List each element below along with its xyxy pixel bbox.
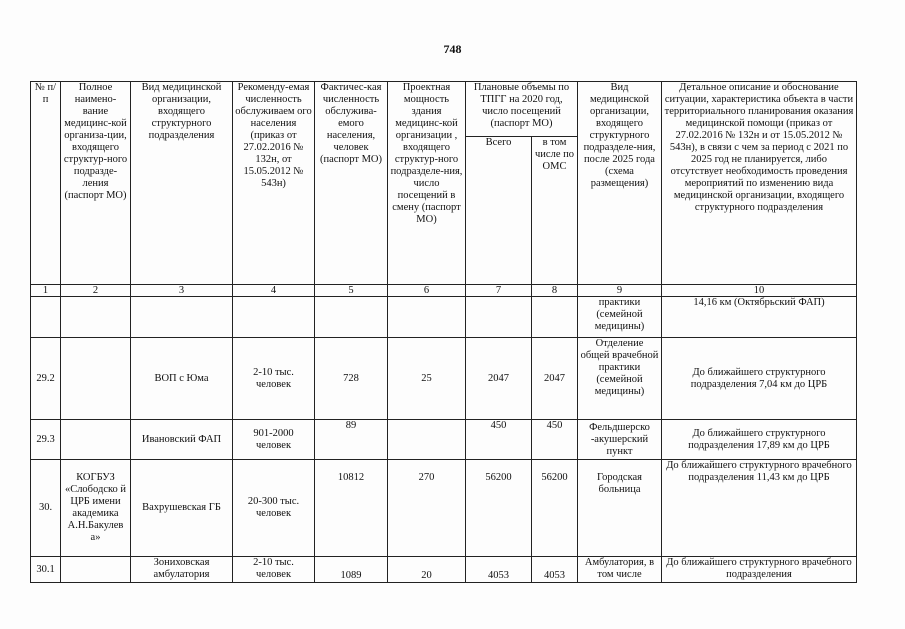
type-after-2025: Городская больница bbox=[578, 460, 662, 557]
header-type-after-2025: Вид медицинской организации, входящего структурного подразделе-ния, после 2025 года (схема размещения) bbox=[578, 82, 662, 285]
type-after-2025: Отделение общей врачебной практики (семейной медицины) bbox=[578, 338, 662, 420]
recommended-population: 2-10 тыс. человек bbox=[233, 338, 315, 420]
row-number: 30.1 bbox=[31, 557, 61, 583]
column-number: 10 bbox=[662, 285, 857, 297]
type-after-2025: практики (семейной медицины) bbox=[578, 297, 662, 338]
description: До ближайшего структурного подразделения 17,89 км до ЦРБ bbox=[662, 420, 857, 460]
actual-population bbox=[315, 297, 388, 338]
column-number: 4 bbox=[233, 285, 315, 297]
org-name bbox=[61, 420, 131, 460]
org-name bbox=[61, 338, 131, 420]
org-name: КОГБУЗ «Слободско й ЦРБ имени академика А.Н.Бакулев а» bbox=[61, 460, 131, 557]
visits-oms: 450 bbox=[532, 420, 578, 460]
description: До ближайшего структурного подразделения 7,04 км до ЦРБ bbox=[662, 338, 857, 420]
header-actual-population: Фактичес-кая численность обслужива-емого населения, человек (паспорт МО) bbox=[315, 82, 388, 285]
type-after-2025: Амбулатория, в том числе bbox=[578, 557, 662, 583]
visits-oms: 2047 bbox=[532, 338, 578, 420]
recommended-population: 20-300 тыс. человек bbox=[233, 460, 315, 557]
header-planned-volumes: Плановые объемы по ТПГГ на 2020 год, число посещений (паспорт МО) bbox=[466, 82, 578, 137]
org-name bbox=[61, 557, 131, 583]
description: 14,16 км (Октябрьский ФАП) bbox=[662, 297, 857, 338]
visits-total: 4053 bbox=[466, 557, 532, 583]
column-number: 6 bbox=[388, 285, 466, 297]
header-design-capacity: Проектная мощность здания медицинс-кой организации , входящего структур-ного подразделе-ния, число посещений в смену (паспорт МО) bbox=[388, 82, 466, 285]
visits-total: 2047 bbox=[466, 338, 532, 420]
header-description: Детальное описание и обоснование ситуации, характеристика объекта в части территориального планирования оказания медицинской помощи (приказ от 27.02.2016 № 132н и от 15.05.2012 № 543н), в связи с чем за период с 2021 по 2025 год не планируется, либо отсутствует необходимость проведения мероприятий по изменению вида медицинской организации, входящего структурного подразделения bbox=[662, 82, 857, 285]
table-row bbox=[31, 338, 857, 420]
column-number: 9 bbox=[578, 285, 662, 297]
medical-organizations-table bbox=[30, 81, 857, 583]
header-oms: в том числе по ОМС bbox=[532, 137, 578, 285]
recommended-population: 901-2000 человек bbox=[233, 420, 315, 460]
visits-total: 450 bbox=[466, 420, 532, 460]
actual-population: 89 bbox=[315, 420, 388, 460]
design-capacity bbox=[388, 297, 466, 338]
column-number: 3 bbox=[131, 285, 233, 297]
actual-population: 1089 bbox=[315, 557, 388, 583]
description: До ближайшего структурного врачебного подразделения 11,43 км до ЦРБ bbox=[662, 460, 857, 557]
actual-population: 728 bbox=[315, 338, 388, 420]
description: До ближайшего структурного врачебного подразделения bbox=[662, 557, 857, 583]
table-row bbox=[31, 460, 857, 557]
column-number-row bbox=[31, 285, 857, 297]
visits-oms: 56200 bbox=[532, 460, 578, 557]
actual-population: 10812 bbox=[315, 460, 388, 557]
header-full-name: Полное наимено-вание медицинс-кой организа-ции, входящего структур-ного подразде-ления (паспорт МО) bbox=[61, 82, 131, 285]
visits-oms: 4053 bbox=[532, 557, 578, 583]
design-capacity: 20 bbox=[388, 557, 466, 583]
org-type: ВОП с Юма bbox=[131, 338, 233, 420]
design-capacity bbox=[388, 420, 466, 460]
design-capacity: 25 bbox=[388, 338, 466, 420]
column-number: 8 bbox=[532, 285, 578, 297]
table-row bbox=[31, 557, 857, 583]
header-org-type: Вид медицинской организации, входящего структурного подразделения bbox=[131, 82, 233, 285]
visits-total bbox=[466, 297, 532, 338]
header-number: № п/п bbox=[31, 82, 61, 285]
recommended-population bbox=[233, 297, 315, 338]
org-type: Ивановский ФАП bbox=[131, 420, 233, 460]
org-type bbox=[131, 297, 233, 338]
column-number: 7 bbox=[466, 285, 532, 297]
visits-oms bbox=[532, 297, 578, 338]
recommended-population: 2-10 тыс. человек bbox=[233, 557, 315, 583]
row-number bbox=[31, 297, 61, 338]
column-number: 2 bbox=[61, 285, 131, 297]
row-number: 29.3 bbox=[31, 420, 61, 460]
column-number: 5 bbox=[315, 285, 388, 297]
type-after-2025: Фельдшерско -акушерский пункт bbox=[578, 420, 662, 460]
row-number: 29.2 bbox=[31, 338, 61, 420]
header-recommended-population: Рекоменду-емая численность обслуживаем ого населения (приказ от 27.02.2016 № 132н, от 15.05.2012 № 543н) bbox=[233, 82, 315, 285]
org-type: Вахрушевская ГБ bbox=[131, 460, 233, 557]
page-number: 748 bbox=[443, 42, 462, 56]
design-capacity: 270 bbox=[388, 460, 466, 557]
org-name bbox=[61, 297, 131, 338]
table-row bbox=[31, 420, 857, 460]
header-total: Всего bbox=[466, 137, 532, 285]
column-number: 1 bbox=[31, 285, 61, 297]
table-row bbox=[31, 297, 857, 338]
org-type: Зониховская амбулатория bbox=[131, 557, 233, 583]
row-number: 30. bbox=[31, 460, 61, 557]
header-row bbox=[31, 82, 857, 137]
visits-total: 56200 bbox=[466, 460, 532, 557]
